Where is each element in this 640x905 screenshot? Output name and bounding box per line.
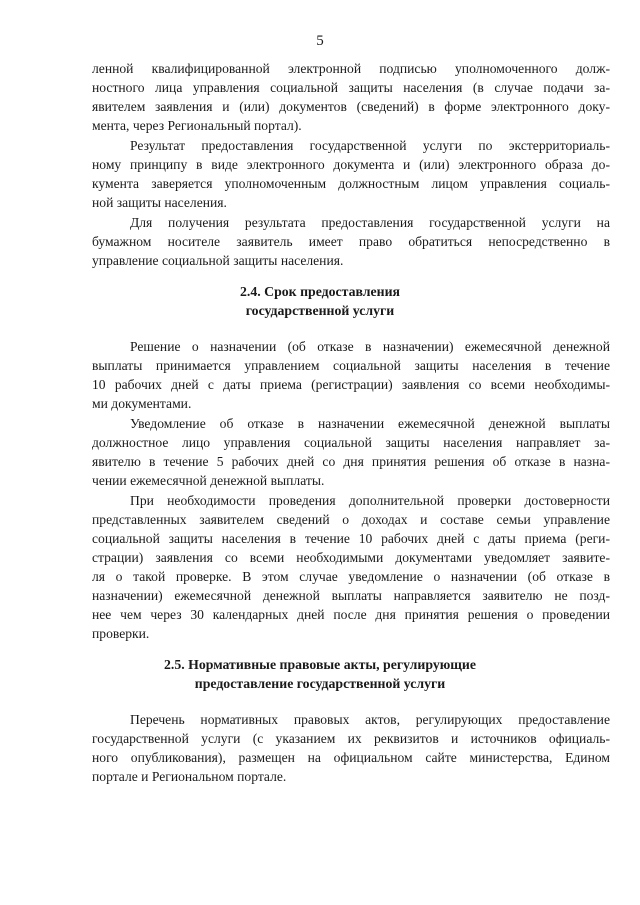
paragraph-1-line-1: ленной квалифицированной электронной подписью уполномоченного долж- <box>92 61 610 76</box>
paragraph-1-line-2: ностного лица управления социальной защиты населения (в случае подачи за- <box>92 80 610 95</box>
paragraph-7-line-2: государственной услуги (с указанием их реквизитов и источников официаль- <box>92 731 610 746</box>
section-2-5-heading-line-2: предоставление государственной услуги <box>194 676 446 691</box>
paragraph-6-line-8: проверки. <box>92 626 150 641</box>
section-2-4-heading-line-2: государственной услуги <box>245 303 395 318</box>
paragraph-4-line-2: выплаты принимается управлением социальной защиты населения в течение <box>92 358 610 373</box>
paragraph-3-line-2: бумажном носителе заявитель имеет право обратиться непосредственно в <box>92 234 610 249</box>
paragraph-7-line-4: портале и Региональном портале. <box>92 769 287 784</box>
paragraph-6-line-6: назначении) ежемесячной денежной выплаты направляется заявителю не позд- <box>92 588 610 603</box>
paragraph-2-line-4: ной защиты населения. <box>92 195 227 210</box>
section-2-4-heading-line-1: 2.4. Срок предоставления <box>240 284 400 299</box>
paragraph-6-line-3: социальной защиты населения в течение 10 рабочих дней с даты приема (реги- <box>92 531 610 546</box>
paragraph-6-line-2: представленных заявителем сведений о доходах и составе семьи управление <box>92 512 610 527</box>
paragraph-4-line-4: ми документами. <box>92 396 192 411</box>
paragraph-7-line-3: ного опубликования), размещен на официальном сайте министерства, Едином <box>92 750 610 765</box>
paragraph-1-line-4: мента, через Региональный портал). <box>92 118 302 133</box>
paragraph-2-line-1: Результат предоставления государственной услуги по экстерриториаль- <box>130 138 610 153</box>
paragraph-3-line-1: Для получения результата предоставления государственной услуги на <box>130 215 610 230</box>
paragraph-6-line-1: При необходимости проведения дополнительной проверки достоверности <box>130 493 610 508</box>
paragraph-5-line-2: должностное лицо управления социальной защиты населения направляет за- <box>92 435 610 450</box>
paragraph-5-line-4: чении ежемесячной денежной выплаты. <box>92 473 325 488</box>
paragraph-4-line-3: 10 рабочих дней с даты приема (регистрации) заявления со всеми необходимы- <box>92 377 610 392</box>
paragraph-6-line-4: страции) заявления со всеми необходимыми документами уведомляет заявите- <box>92 550 610 565</box>
page-number: 5 <box>316 33 324 49</box>
paragraph-5-line-3: явителю в течение 5 рабочих дней со дня принятия решения об отказе в назна- <box>92 454 610 469</box>
section-2-5-heading-line-1: 2.5. Нормативные правовые акты, регулирующие <box>163 657 477 672</box>
paragraph-5-line-1: Уведомление об отказе в назначении ежемесячной денежной выплаты <box>130 416 610 431</box>
paragraph-1-line-3: явителем заявления и (или) документов (сведений) в форме электронного доку- <box>92 99 610 114</box>
paragraph-6-line-7: нее чем через 30 календарных дней после дня принятия решения о проведении <box>92 607 610 622</box>
paragraph-4-line-1: Решение о назначении (об отказе в назначении) ежемесячной денежной <box>130 339 610 354</box>
paragraph-7-line-1: Перечень нормативных правовых актов, регулирующих предоставление <box>130 712 610 727</box>
paragraph-2-line-3: кумента заверяется уполномоченным должностным лицом управления социаль- <box>92 176 610 191</box>
paragraph-6-line-5: ля о такой проверке. В этом случае уведомление о назначении (об отказе в <box>92 569 610 584</box>
paragraph-2-line-2: ному принципу в виде электронного документа и (или) электронного образа до- <box>92 157 610 172</box>
paragraph-3-line-3: управление социальной защиты населения. <box>92 253 344 268</box>
